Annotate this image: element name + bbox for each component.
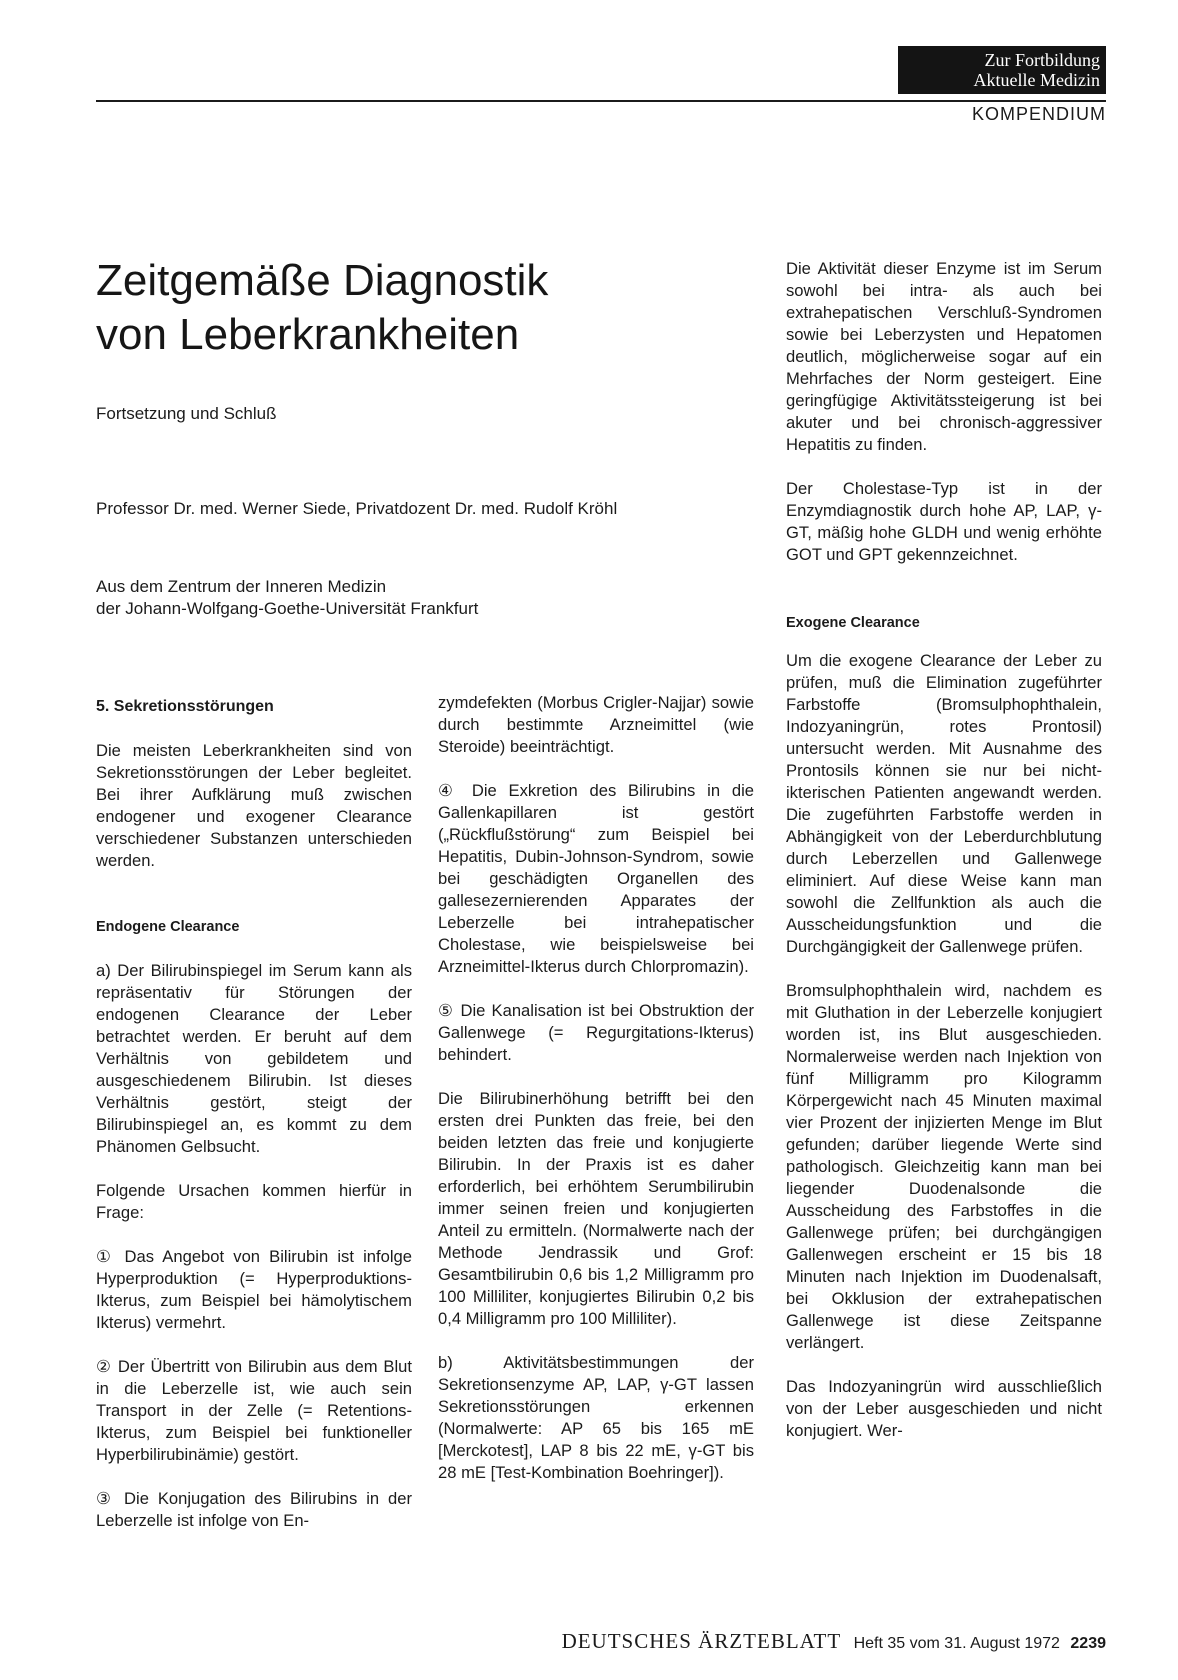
paragraph: Bromsulphophthalein wird, nachdem es mit Gluthation in der Leberzelle konjugiert worden ist, ins Blut ausgeschieden. Normalerweise werden nach Injektion von fünf Milligramm pro Kilogramm Körpergewicht nach 45 Minuten maximal vier Prozent der injizierten Menge im Blut gefunden; darüber liegende Werte sind pathologisch. Gleichzeitig kann man bei liegender Duodenalsonde die Ausscheidung des Farbstoffes in die Gallenwege prüfen; bei durchgängigen Gallenwegen erscheint er 15 bis 18 Minuten nach Injektion im Duodenalsaft, bei Okklusion der extrahepatischen Gallenwege ist diese Zeitspanne verlängert. xyxy=(786,981,1102,1352)
paragraph: Die Aktivität dieser Enzyme ist im Serum sowohl bei intra- als auch bei extrahepatischen Verschluß-Syndromen sowie bei Leberzysten und Hepatomen deutlich, möglicherweise sogar auf ein Mehrfaches der Norm gesteigert. Eine geringfügige Aktivitätssteigerung ist bei akuter und bei chronisch-aggressiver Hepatitis zu finden. xyxy=(786,259,1102,454)
column-3 xyxy=(786,650,1102,1464)
paragraph: Der Cholestase-Typ ist in der Enzymdiagnostik durch hohe AP, LAP, γ-GT, mäßig hohe GLDH und wenig erhöhte GOT und GPT gekennzeichnet. xyxy=(786,479,1102,564)
series-badge xyxy=(898,46,1106,94)
subheading-endogene: Endogene Clearance xyxy=(96,919,240,935)
journal-name: DEUTSCHES ÄRZTEBLATT xyxy=(561,1629,842,1653)
paragraph: a) Der Bilirubinspiegel im Serum kann als repräsentativ für Störungen der endogenen Clearance der Leber betrachtet werden. Er beruht auf dem Verhältnis von gebildetem und ausgeschiedenem Bilirubin. Ist dieses Verhältnis gestört, steigt der Bilirubinspiegel an, es kommt zu dem Phänomen Gelbsucht. xyxy=(96,961,412,1156)
column-2 xyxy=(438,692,754,1506)
issue-info: Heft 35 vom 31. August 1972 xyxy=(853,1635,1060,1652)
title-line-2: von Leberkrankheiten xyxy=(96,310,520,359)
article-title xyxy=(96,254,696,362)
paragraph: zymdefekten (Morbus Crigler-Najjar) sowie durch bestimmte Arzneimittel (wie Steroide) beeinträchtigt. xyxy=(438,693,754,756)
paragraph: ⑤ Die Kanalisation ist bei Obstruktion der Gallenwege (= Regurgitations-Ikterus) behindert. xyxy=(438,1001,754,1064)
paragraph: ① Das Angebot von Bilirubin ist infolge Hyperproduktion (= Hyperproduktions-Ikterus, zum Beispiel bei hämolytischem Ikterus) vermehrt. xyxy=(96,1247,412,1332)
paragraph: ③ Die Konjugation des Bilirubins in der Leberzelle ist infolge von En- xyxy=(96,1489,412,1530)
page-footer xyxy=(562,1629,1106,1654)
section-heading: 5. Sekretionsstörungen xyxy=(96,698,274,715)
page-number: 2239 xyxy=(1070,1635,1106,1652)
paragraph: Um die exogene Clearance der Leber zu prüfen, muß die Elimination zugeführter Farbstoffe (Bromsulphophthalein, Indozyaningrün, rotes Prontosil) untersucht werden. Mit Ausnahme des Prontosils können sie nur bei nicht-ikterischen Patienten angewandt werden. Die zugeführten Farbstoffe werden in Abhängigkeit von der Leberdurchblutung durch Leberzellen und Gallenwege eliminiert. Auf diese Weise kann man sowohl die Zellfunktion als auch die Ausscheidungsfunktion und die Durchgängigkeit der Gallenwege prüfen. xyxy=(786,651,1102,956)
section-label: KOMPENDIUM xyxy=(971,104,1106,124)
paragraph: ② Der Übertritt von Bilirubin aus dem Blut in die Leberzelle ist, wie auch sein Transport in der Zelle (= Retentions-Ikterus, zum Beispiel bei funktioneller Hyperbilirubinämie) gestört. xyxy=(96,1357,412,1464)
badge-line-2: Aktuelle Medizin xyxy=(973,70,1100,90)
paragraph: Das Indozyaningrün wird ausschließlich von der Leber ausgeschieden und nicht konjugiert. Wer- xyxy=(786,1377,1102,1440)
title-line-1: Zeitgemäße Diagnostik xyxy=(96,256,549,305)
paragraph: b) Aktivitätsbestimmungen der Sekretionsenzyme AP, LAP, γ-GT lassen Sekretionsstörungen erkennen (Normalwerte: AP 65 bis 165 mE [Merckotest], LAP 8 bis 22 mE, γ-GT bis 28 mE [Test-Kombination Boehringer]). xyxy=(438,1353,754,1482)
paragraph: ④ Die Exkretion des Bilirubins in die Gallenkapillaren ist gestört („Rückflußstörung“ zum Beispiel bei Hepatitis, Dubin-Johnson-Syndrom, sowie bei geschädigten Organellen des gallesezernierenden Apparates der Leberzelle bei intrahepatischer Cholestase, wie beispielsweise bei Arzneimittel-Ikterus durch Chlorpromazin). xyxy=(438,781,754,976)
subheading-exogene: Exogene Clearance xyxy=(786,615,920,631)
affiliation-line-1: Aus dem Zentrum der Inneren Medizin xyxy=(96,577,387,596)
subheading-exogene-wrap xyxy=(786,612,1102,634)
paragraph: Die meisten Leberkrankheiten sind von Sekretionsstörungen der Leber begleitet. Bei ihrer Aufklärung muß zwischen endogener und exogener Clearance verschiedener Substanzen unterschieden werden. xyxy=(96,741,412,870)
paragraph: Die Bilirubinerhöhung betrifft bei den ersten drei Punkten das freie, bei den beiden letzten das freie und konjugierte Bilirubin. In der Praxis ist es daher erforderlich, bei erhöhtem Serumbilirubin immer seinen freien und konjugierten Anteil zu ermitteln. (Normalwerte nach der Methode Jendrassik und Grof: Gesamtbilirubin 0,6 bis 1,2 Milligramm pro 100 Milliliter, konjugiertes Bilirubin 0,2 bis 0,4 Milligramm pro 100 Milliliter). xyxy=(438,1089,754,1328)
affiliation-line-2: der Johann-Wolfgang-Goethe-Universität Frankfurt xyxy=(96,599,479,618)
header-rule xyxy=(96,100,1106,102)
column-3-upper xyxy=(786,258,1102,588)
article-affiliation xyxy=(96,576,478,620)
badge-line-1: Zur Fortbildung xyxy=(984,50,1100,70)
paragraph: Folgende Ursachen kommen hierfür in Frage: xyxy=(96,1181,412,1222)
article-subtitle: Fortsetzung und Schluß xyxy=(96,404,277,423)
column-1 xyxy=(96,696,412,1554)
article-authors: Professor Dr. med. Werner Siede, Privatdozent Dr. med. Rudolf Kröhl xyxy=(96,499,618,518)
